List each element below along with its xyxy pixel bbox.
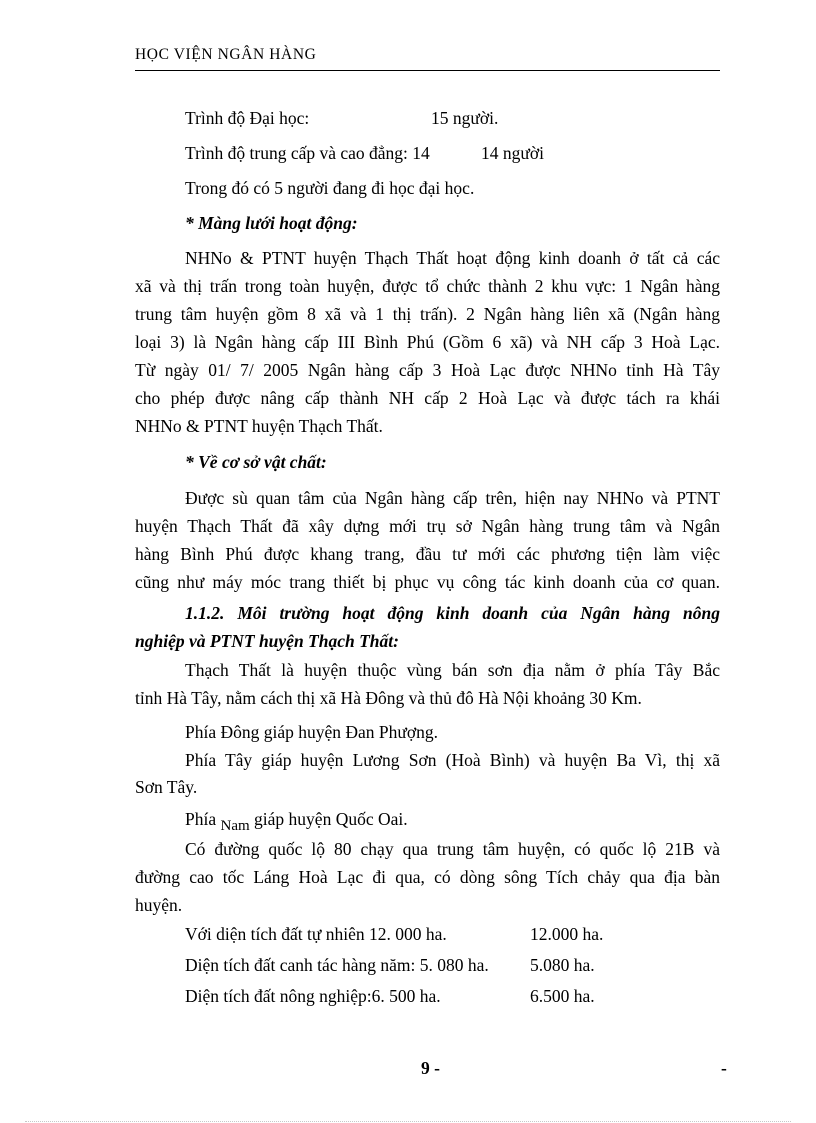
land-label: Với diện tích đất tự nhiên 12. 000 ha. [185, 924, 447, 944]
south-small: Nam [220, 818, 250, 834]
land-value: 6.500 ha. [530, 986, 595, 1006]
paragraph-line: NHNo & PTNT huyện Thạch Thất hoạt động kinh doanh ở tất cả các [185, 248, 720, 268]
paragraph-line: cho phép được nâng cấp thành NH cấp 2 Hoà Lạc và được tách ra khái [135, 388, 720, 408]
paragraph-line: đường cao tốc Láng Hoà Lạc đi qua, có dòng sông Tích chảy qua địa bàn [135, 867, 720, 887]
paragraph-line: Từ ngày 01/ 7/ 2005 Ngân hàng cấp 3 Hoà Lạc được NHNo tỉnh Hà Tây [135, 360, 720, 380]
facilities-heading: * Về cơ sở vật chất: [185, 452, 327, 472]
paragraph-line: huyện. [135, 895, 183, 915]
staff-college-label: Trình độ trung cấp và cao đẳng: 14 [185, 143, 430, 163]
paragraph-line: Thạch Thất là huyện thuộc vùng bán sơn địa nằm ở phía Tây Bắc [185, 660, 720, 680]
staff-university-label: Trình độ Đại học: [185, 108, 310, 128]
staff-college-value: 14 người [481, 143, 544, 163]
paragraph-line: loại 3) là Ngân hàng cấp III Bình Phú (Gồm 6 xã) và NH cấp 3 Hoà Lạc. [135, 332, 720, 352]
section-heading-line2: nghiệp và PTNT huyện Thạch Thất: [135, 631, 399, 651]
header-title: HỌC VIỆN NGÂN HÀNG [135, 46, 317, 63]
section-heading-line1: 1.1.2. Môi trường hoạt động kinh doanh của Ngân hàng nông [185, 603, 720, 623]
network-heading: * Màng lưới hoạt động: [185, 213, 358, 233]
east-border: Phía Đông giáp huyện Đan Phượng. [185, 722, 439, 742]
footer-dash: - [721, 1058, 727, 1078]
land-value: 12.000 ha. [530, 924, 604, 944]
paragraph-line: tỉnh Hà Tây, nằm cách thị xã Hà Đông và thủ đô Hà Nội khoảng 30 Km. [135, 688, 642, 708]
south-border [185, 808, 408, 832]
header-rule [135, 70, 720, 71]
paragraph-line: cũng như máy móc trang thiết bị phục vụ công tác kinh doanh của cơ quan. [135, 572, 720, 592]
paragraph-line: Được sù quan tâm của Ngân hàng cấp trên, hiện nay NHNo và PTNT [185, 488, 720, 508]
paragraph-line: Sơn Tây. [135, 777, 198, 797]
paragraph-line: Có đường quốc lộ 80 chạy qua trung tâm huyện, có quốc lộ 21B và [185, 839, 720, 859]
land-label: Diện tích đất canh tác hàng năm: 5. 080 ha. [185, 955, 489, 975]
south-pre: Phía [185, 809, 221, 829]
south-post: giáp huyện Quốc Oai. [249, 809, 408, 829]
land-label: Diện tích đất nông nghiệp:6. 500 ha. [185, 986, 441, 1006]
land-value: 5.080 ha. [530, 955, 595, 975]
page-number: 9 - [421, 1058, 440, 1078]
staff-studying: Trong đó có 5 người đang đi học đại học. [185, 178, 475, 198]
paragraph-line: hàng Bình Phú được khang trang, đầu tư mới các phương tiện làm việc [135, 544, 720, 564]
staff-university-value: 15 người. [431, 108, 499, 128]
paragraph-line: NHNo & PTNT huyện Thạch Thất. [135, 416, 383, 436]
paragraph-line: xã và thị trấn trong toàn huyện, được tổ chức thành 2 khu vực: 1 Ngân hàng [135, 276, 720, 296]
page-bottom-divider [25, 1121, 791, 1122]
paragraph-line: trung tâm huyện gồm 8 xã và 1 thị trấn). 2 Ngân hàng liên xã (Ngân hàng [135, 304, 720, 324]
paragraph-line: Phía Tây giáp huyện Lương Sơn (Hoà Bình) và huyện Ba Vì, thị xã [185, 750, 720, 770]
paragraph-line: huyện Thạch Thất đã xây dựng mới trụ sở Ngân hàng trung tâm và Ngân [135, 516, 720, 536]
